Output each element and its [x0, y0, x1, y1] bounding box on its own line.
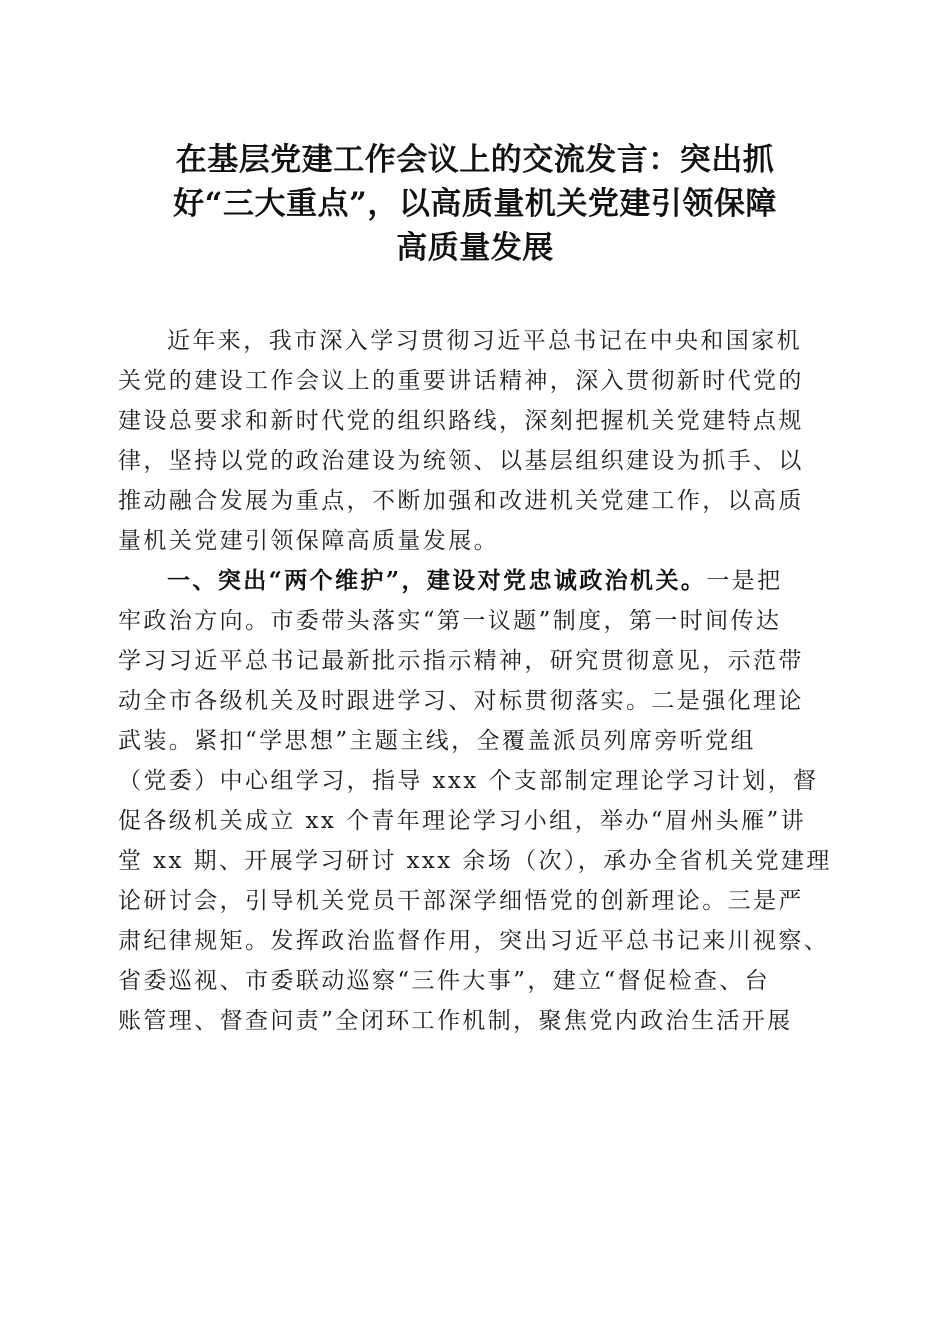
paragraph-line: 省委巡视、市委联动巡察“三件大事”，建立“督促检查、台	[118, 968, 771, 994]
paragraph-line: 堂 xx 期、开展学习研讨 xxx 余场（次），承办全省机关党建理	[118, 848, 832, 874]
section-heading: 一、突出“两个维护”，建设对党忠诚政治机关。	[167, 567, 707, 594]
section-heading-line	[118, 561, 838, 601]
paragraph-line: 量机关党建引领保障高质量发展。	[118, 528, 499, 554]
document-body	[118, 321, 838, 1041]
paragraph-line: 论研讨会，引导机关党员干部深学细悟党的创新理论。三是严	[118, 888, 804, 914]
paragraph-line: 建设总要求和新时代党的组织路线，深刻把握机关党建特点规	[118, 408, 804, 434]
paragraph-line: 学习习近平总书记最新批示指示精神，研究贯彻意见，示范带	[118, 648, 804, 674]
document-title	[118, 138, 832, 270]
title-line: 高质量发展	[396, 230, 554, 266]
title-line: 在基层党建工作会议上的交流发言：突出抓	[175, 142, 775, 178]
paragraph-line: 肃纪律规矩。发挥政治监督作用，突出习近平总书记来川视察、	[118, 928, 830, 954]
paragraph-line: 推动融合发展为重点，不断加强和改进机关党建工作，以高质	[118, 488, 804, 514]
paragraph-line: 促各级机关成立 xx 个青年理论学习小组，举办“眉州头雁”讲	[118, 808, 807, 834]
title-line: 好“三大重点”，以高质量机关党建引领保障	[173, 186, 777, 222]
paragraph-line: 账管理、督查问责”全闭环工作机制，聚焦党内政治生活开展	[118, 1008, 793, 1034]
paragraph-line: 关党的建设工作会议上的重要讲话精神，深入贯彻新时代党的	[118, 368, 804, 394]
paragraph-line: 近年来，我市深入学习贯彻习近平总书记在中央和国家机	[167, 328, 802, 354]
section-heading-continuation: 一是把	[706, 568, 783, 594]
paragraph-line: 律，坚持以党的政治建设为统领、以基层组织建设为抓手、以	[118, 448, 804, 474]
paragraph-line: 动全市各级机关及时跟进学习、对标贯彻落实。二是强化理论	[118, 688, 804, 714]
paragraph-line: （党委）中心组学习，指导 xxx 个支部制定理论学习计划，督	[118, 768, 819, 794]
paragraph-line: 武装。紧扣“学思想”主题主线，全覆盖派员列席旁听党组	[118, 728, 756, 754]
paragraph-line: 牢政治方向。市委带头落实“第一议题”制度，第一时间传达	[118, 608, 782, 634]
